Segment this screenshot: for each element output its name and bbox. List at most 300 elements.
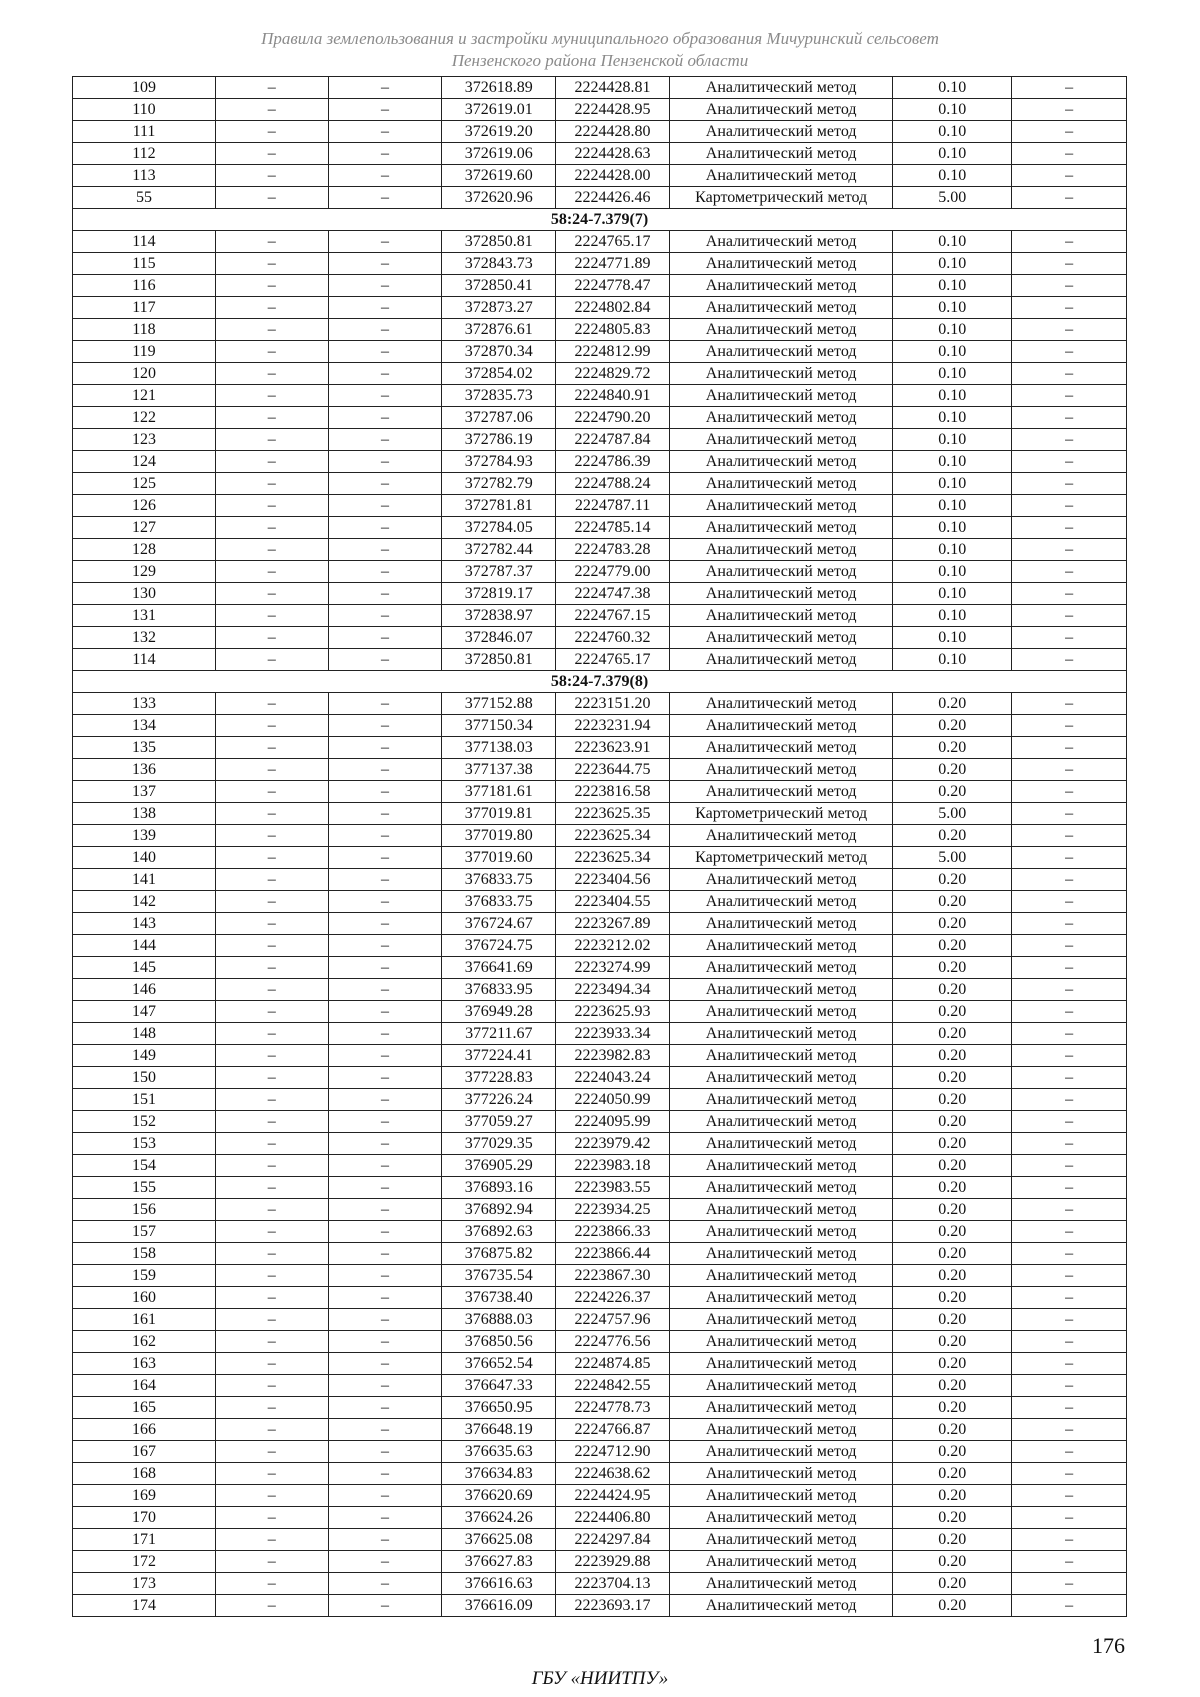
method-cell: Аналитический метод [669, 275, 892, 297]
point-number-cell: 163 [73, 1353, 216, 1375]
dash-cell: – [215, 1375, 328, 1397]
dash-cell: – [1012, 583, 1127, 605]
y-coordinate-cell: 2223623.91 [556, 737, 670, 759]
y-coordinate-cell: 2224776.56 [556, 1331, 670, 1353]
dash-cell: – [215, 935, 328, 957]
method-cell: Аналитический метод [669, 385, 892, 407]
table-row [73, 1155, 1127, 1177]
x-coordinate-cell: 376833.75 [442, 891, 556, 913]
dash-cell: – [328, 715, 442, 737]
dash-cell: – [215, 1463, 328, 1485]
dash-cell: – [215, 385, 328, 407]
x-coordinate-cell: 372619.06 [442, 143, 556, 165]
page-number: 176 [1092, 1633, 1125, 1658]
dash-cell: – [215, 473, 328, 495]
accuracy-cell: 0.20 [893, 1397, 1012, 1419]
method-cell: Аналитический метод [669, 517, 892, 539]
dash-cell: – [328, 825, 442, 847]
accuracy-cell: 0.20 [893, 1573, 1012, 1595]
method-cell: Аналитический метод [669, 253, 892, 275]
dash-cell: – [328, 77, 442, 99]
accuracy-cell: 0.20 [893, 715, 1012, 737]
dash-cell: – [1012, 77, 1127, 99]
x-coordinate-cell: 372618.89 [442, 77, 556, 99]
y-coordinate-cell: 2223983.55 [556, 1177, 670, 1199]
table-row [73, 275, 1127, 297]
table-row [73, 1331, 1127, 1353]
y-coordinate-cell: 2224095.99 [556, 1111, 670, 1133]
point-number-cell: 133 [73, 693, 216, 715]
accuracy-cell: 0.20 [893, 1441, 1012, 1463]
dash-cell: – [1012, 319, 1127, 341]
dash-cell: – [1012, 1111, 1127, 1133]
dash-cell: – [328, 143, 442, 165]
y-coordinate-cell: 2223934.25 [556, 1199, 670, 1221]
x-coordinate-cell: 376888.03 [442, 1309, 556, 1331]
dash-cell: – [215, 1573, 328, 1595]
method-cell: Аналитический метод [669, 77, 892, 99]
point-number-cell: 125 [73, 473, 216, 495]
method-cell: Аналитический метод [669, 1177, 892, 1199]
x-coordinate-cell: 377228.83 [442, 1067, 556, 1089]
method-cell: Аналитический метод [669, 1089, 892, 1111]
dash-cell: – [215, 429, 328, 451]
dash-cell: – [1012, 1463, 1127, 1485]
dash-cell: – [215, 1529, 328, 1551]
y-coordinate-cell: 2224790.20 [556, 407, 670, 429]
y-coordinate-cell: 2223982.83 [556, 1045, 670, 1067]
dash-cell: – [328, 1287, 442, 1309]
method-cell: Аналитический метод [669, 231, 892, 253]
dash-cell: – [328, 1375, 442, 1397]
dash-cell: – [1012, 913, 1127, 935]
method-cell: Аналитический метод [669, 121, 892, 143]
accuracy-cell: 0.20 [893, 1221, 1012, 1243]
accuracy-cell: 0.10 [893, 275, 1012, 297]
x-coordinate-cell: 376616.09 [442, 1595, 556, 1617]
accuracy-cell: 0.10 [893, 451, 1012, 473]
section-title: 58:24-7.379(7) [73, 209, 1127, 231]
dash-cell: – [215, 737, 328, 759]
accuracy-cell: 0.10 [893, 473, 1012, 495]
x-coordinate-cell: 372782.79 [442, 473, 556, 495]
dash-cell: – [328, 1463, 442, 1485]
x-coordinate-cell: 376627.83 [442, 1551, 556, 1573]
accuracy-cell: 0.10 [893, 165, 1012, 187]
point-number-cell: 152 [73, 1111, 216, 1133]
page-header [150, 28, 1050, 72]
x-coordinate-cell: 372619.60 [442, 165, 556, 187]
dash-cell: – [1012, 429, 1127, 451]
table-row [73, 517, 1127, 539]
x-coordinate-cell: 376850.56 [442, 1331, 556, 1353]
method-cell: Аналитический метод [669, 561, 892, 583]
dash-cell: – [328, 1067, 442, 1089]
method-cell: Аналитический метод [669, 1331, 892, 1353]
point-number-cell: 171 [73, 1529, 216, 1551]
header-line-1: Правила землепользования и застройки муниципального образования Мичуринский сельсовет [261, 29, 939, 48]
accuracy-cell: 0.20 [893, 1463, 1012, 1485]
dash-cell: – [1012, 781, 1127, 803]
y-coordinate-cell: 2223867.30 [556, 1265, 670, 1287]
point-number-cell: 166 [73, 1419, 216, 1441]
dash-cell: – [215, 693, 328, 715]
point-number-cell: 119 [73, 341, 216, 363]
table-row [73, 1023, 1127, 1045]
dash-cell: – [1012, 1331, 1127, 1353]
y-coordinate-cell: 2224297.84 [556, 1529, 670, 1551]
point-number-cell: 137 [73, 781, 216, 803]
dash-cell: – [328, 869, 442, 891]
dash-cell: – [215, 1045, 328, 1067]
section-header-row [73, 209, 1127, 231]
dash-cell: – [1012, 297, 1127, 319]
dash-cell: – [215, 1595, 328, 1617]
dash-cell: – [1012, 759, 1127, 781]
y-coordinate-cell: 2224812.99 [556, 341, 670, 363]
dash-cell: – [215, 297, 328, 319]
method-cell: Аналитический метод [669, 1595, 892, 1617]
point-number-cell: 151 [73, 1089, 216, 1111]
accuracy-cell: 0.10 [893, 99, 1012, 121]
table-row [73, 341, 1127, 363]
x-coordinate-cell: 377152.88 [442, 693, 556, 715]
dash-cell: – [328, 737, 442, 759]
accuracy-cell: 0.20 [893, 1375, 1012, 1397]
table-row [73, 1309, 1127, 1331]
accuracy-cell: 0.10 [893, 539, 1012, 561]
table-row [73, 385, 1127, 407]
dash-cell: – [215, 1287, 328, 1309]
y-coordinate-cell: 2224424.95 [556, 1485, 670, 1507]
method-cell: Аналитический метод [669, 1397, 892, 1419]
y-coordinate-cell: 2224766.87 [556, 1419, 670, 1441]
y-coordinate-cell: 2224760.32 [556, 627, 670, 649]
accuracy-cell: 0.20 [893, 935, 1012, 957]
dash-cell: – [328, 1089, 442, 1111]
x-coordinate-cell: 376635.63 [442, 1441, 556, 1463]
y-coordinate-cell: 2223693.17 [556, 1595, 670, 1617]
y-coordinate-cell: 2223929.88 [556, 1551, 670, 1573]
accuracy-cell: 5.00 [893, 847, 1012, 869]
x-coordinate-cell: 372850.81 [442, 231, 556, 253]
accuracy-cell: 0.20 [893, 781, 1012, 803]
dash-cell: – [215, 1265, 328, 1287]
dash-cell: – [215, 407, 328, 429]
dash-cell: – [328, 1199, 442, 1221]
point-number-cell: 150 [73, 1067, 216, 1089]
x-coordinate-cell: 376648.19 [442, 1419, 556, 1441]
method-cell: Аналитический метод [669, 1287, 892, 1309]
dash-cell: – [215, 583, 328, 605]
table-row [73, 737, 1127, 759]
method-cell: Аналитический метод [669, 1529, 892, 1551]
dash-cell: – [328, 1595, 442, 1617]
point-number-cell: 168 [73, 1463, 216, 1485]
accuracy-cell: 0.20 [893, 693, 1012, 715]
table-row [73, 165, 1127, 187]
dash-cell: – [1012, 187, 1127, 209]
y-coordinate-cell: 2223704.13 [556, 1573, 670, 1595]
table-row [73, 363, 1127, 385]
table-row [73, 583, 1127, 605]
dash-cell: – [328, 363, 442, 385]
point-number-cell: 164 [73, 1375, 216, 1397]
table-row [73, 99, 1127, 121]
x-coordinate-cell: 376875.82 [442, 1243, 556, 1265]
y-coordinate-cell: 2224842.55 [556, 1375, 670, 1397]
x-coordinate-cell: 377150.34 [442, 715, 556, 737]
point-number-cell: 109 [73, 77, 216, 99]
y-coordinate-cell: 2223983.18 [556, 1155, 670, 1177]
y-coordinate-cell: 2223625.34 [556, 847, 670, 869]
dash-cell: – [1012, 825, 1127, 847]
dash-cell: – [215, 1243, 328, 1265]
dash-cell: – [1012, 715, 1127, 737]
accuracy-cell: 0.10 [893, 143, 1012, 165]
y-coordinate-cell: 2223151.20 [556, 693, 670, 715]
accuracy-cell: 0.20 [893, 1287, 1012, 1309]
header-line-2: Пензенского района Пензенской области [451, 51, 749, 70]
dash-cell: – [215, 1111, 328, 1133]
table-row [73, 1265, 1127, 1287]
x-coordinate-cell: 376625.08 [442, 1529, 556, 1551]
method-cell: Аналитический метод [669, 935, 892, 957]
dash-cell: – [328, 1529, 442, 1551]
table-row [73, 891, 1127, 913]
point-number-cell: 149 [73, 1045, 216, 1067]
accuracy-cell: 0.20 [893, 1111, 1012, 1133]
section-header-row [73, 671, 1127, 693]
x-coordinate-cell: 372786.19 [442, 429, 556, 451]
point-number-cell: 138 [73, 803, 216, 825]
point-number-cell: 156 [73, 1199, 216, 1221]
y-coordinate-cell: 2224778.73 [556, 1397, 670, 1419]
y-coordinate-cell: 2224428.81 [556, 77, 670, 99]
dash-cell: – [1012, 847, 1127, 869]
x-coordinate-cell: 377019.80 [442, 825, 556, 847]
dash-cell: – [328, 693, 442, 715]
dash-cell: – [1012, 1375, 1127, 1397]
dash-cell: – [1012, 495, 1127, 517]
dash-cell: – [215, 539, 328, 561]
table-row [73, 869, 1127, 891]
accuracy-cell: 0.20 [893, 869, 1012, 891]
dash-cell: – [328, 1221, 442, 1243]
dash-cell: – [1012, 1551, 1127, 1573]
accuracy-cell: 0.20 [893, 1419, 1012, 1441]
accuracy-cell: 0.10 [893, 385, 1012, 407]
dash-cell: – [328, 429, 442, 451]
accuracy-cell: 0.20 [893, 1353, 1012, 1375]
method-cell: Аналитический метод [669, 737, 892, 759]
method-cell: Картометрический метод [669, 803, 892, 825]
x-coordinate-cell: 372787.37 [442, 561, 556, 583]
dash-cell: – [328, 1243, 442, 1265]
dash-cell: – [1012, 1287, 1127, 1309]
dash-cell: – [328, 1551, 442, 1573]
dash-cell: – [328, 1419, 442, 1441]
x-coordinate-cell: 372784.93 [442, 451, 556, 473]
accuracy-cell: 0.20 [893, 1155, 1012, 1177]
dash-cell: – [1012, 253, 1127, 275]
method-cell: Аналитический метод [669, 319, 892, 341]
table-row [73, 187, 1127, 209]
x-coordinate-cell: 376624.26 [442, 1507, 556, 1529]
point-number-cell: 143 [73, 913, 216, 935]
accuracy-cell: 0.10 [893, 605, 1012, 627]
x-coordinate-cell: 376892.63 [442, 1221, 556, 1243]
dash-cell: – [328, 1309, 442, 1331]
table-row [73, 1463, 1127, 1485]
dash-cell: – [1012, 1309, 1127, 1331]
dash-cell: – [328, 1397, 442, 1419]
method-cell: Аналитический метод [669, 1221, 892, 1243]
point-number-cell: 122 [73, 407, 216, 429]
x-coordinate-cell: 376892.94 [442, 1199, 556, 1221]
dash-cell: – [1012, 1045, 1127, 1067]
dash-cell: – [1012, 1595, 1127, 1617]
dash-cell: – [1012, 231, 1127, 253]
table-row [73, 1573, 1127, 1595]
y-coordinate-cell: 2223212.02 [556, 935, 670, 957]
dash-cell: – [215, 451, 328, 473]
table-row [73, 1353, 1127, 1375]
y-coordinate-cell: 2224428.80 [556, 121, 670, 143]
dash-cell: – [328, 341, 442, 363]
dash-cell: – [1012, 957, 1127, 979]
dash-cell: – [215, 759, 328, 781]
x-coordinate-cell: 372835.73 [442, 385, 556, 407]
method-cell: Аналитический метод [669, 143, 892, 165]
point-number-cell: 141 [73, 869, 216, 891]
dash-cell: – [1012, 99, 1127, 121]
point-number-cell: 114 [73, 231, 216, 253]
x-coordinate-cell: 377029.35 [442, 1133, 556, 1155]
method-cell: Аналитический метод [669, 165, 892, 187]
y-coordinate-cell: 2223644.75 [556, 759, 670, 781]
table-row [73, 715, 1127, 737]
dash-cell: – [215, 1507, 328, 1529]
dash-cell: – [215, 363, 328, 385]
point-number-cell: 139 [73, 825, 216, 847]
accuracy-cell: 0.10 [893, 517, 1012, 539]
x-coordinate-cell: 372873.27 [442, 297, 556, 319]
table-row [73, 77, 1127, 99]
x-coordinate-cell: 372782.44 [442, 539, 556, 561]
point-number-cell: 132 [73, 627, 216, 649]
table-row [73, 781, 1127, 803]
point-number-cell: 126 [73, 495, 216, 517]
accuracy-cell: 0.10 [893, 627, 1012, 649]
dash-cell: – [328, 297, 442, 319]
dash-cell: – [215, 649, 328, 671]
table-row [73, 1067, 1127, 1089]
table-row [73, 935, 1127, 957]
dash-cell: – [1012, 1067, 1127, 1089]
x-coordinate-cell: 377224.41 [442, 1045, 556, 1067]
accuracy-cell: 0.10 [893, 429, 1012, 451]
dash-cell: – [1012, 561, 1127, 583]
dash-cell: – [328, 385, 442, 407]
table-row [73, 1199, 1127, 1221]
accuracy-cell: 0.20 [893, 1309, 1012, 1331]
y-coordinate-cell: 2224840.91 [556, 385, 670, 407]
dash-cell: – [328, 495, 442, 517]
table-row [73, 759, 1127, 781]
dash-cell: – [215, 1067, 328, 1089]
method-cell: Аналитический метод [669, 1573, 892, 1595]
x-coordinate-cell: 372850.81 [442, 649, 556, 671]
accuracy-cell: 0.20 [893, 825, 1012, 847]
dash-cell: – [1012, 737, 1127, 759]
dash-cell: – [1012, 165, 1127, 187]
accuracy-cell: 0.20 [893, 891, 1012, 913]
dash-cell: – [1012, 1441, 1127, 1463]
table-row [73, 1287, 1127, 1309]
dash-cell: – [328, 187, 442, 209]
table-row [73, 1045, 1127, 1067]
dash-cell: – [1012, 385, 1127, 407]
coordinates-table-body [73, 77, 1127, 1617]
point-number-cell: 170 [73, 1507, 216, 1529]
dash-cell: – [328, 979, 442, 1001]
dash-cell: – [328, 1265, 442, 1287]
method-cell: Аналитический метод [669, 1023, 892, 1045]
dash-cell: – [328, 891, 442, 913]
dash-cell: – [215, 605, 328, 627]
y-coordinate-cell: 2224778.47 [556, 275, 670, 297]
table-row [73, 561, 1127, 583]
dash-cell: – [328, 1573, 442, 1595]
dash-cell: – [1012, 803, 1127, 825]
method-cell: Аналитический метод [669, 99, 892, 121]
dash-cell: – [215, 1177, 328, 1199]
point-number-cell: 159 [73, 1265, 216, 1287]
x-coordinate-cell: 376634.83 [442, 1463, 556, 1485]
table-row [73, 143, 1127, 165]
dash-cell: – [215, 121, 328, 143]
point-number-cell: 162 [73, 1331, 216, 1353]
x-coordinate-cell: 372619.01 [442, 99, 556, 121]
x-coordinate-cell: 376650.95 [442, 1397, 556, 1419]
table-row [73, 1595, 1127, 1617]
y-coordinate-cell: 2224638.62 [556, 1463, 670, 1485]
point-number-cell: 113 [73, 165, 216, 187]
accuracy-cell: 0.20 [893, 1265, 1012, 1287]
dash-cell: – [328, 1133, 442, 1155]
table-row [73, 253, 1127, 275]
accuracy-cell: 0.20 [893, 1089, 1012, 1111]
table-row [73, 847, 1127, 869]
table-row [73, 979, 1127, 1001]
x-coordinate-cell: 372819.17 [442, 583, 556, 605]
accuracy-cell: 0.20 [893, 1507, 1012, 1529]
point-number-cell: 111 [73, 121, 216, 143]
dash-cell: – [215, 495, 328, 517]
x-coordinate-cell: 376641.69 [442, 957, 556, 979]
table-row [73, 649, 1127, 671]
dash-cell: – [1012, 891, 1127, 913]
x-coordinate-cell: 376949.28 [442, 1001, 556, 1023]
point-number-cell: 124 [73, 451, 216, 473]
dash-cell: – [1012, 1397, 1127, 1419]
dash-cell: – [1012, 1089, 1127, 1111]
method-cell: Аналитический метод [669, 1441, 892, 1463]
y-coordinate-cell: 2224043.24 [556, 1067, 670, 1089]
point-number-cell: 130 [73, 583, 216, 605]
point-number-cell: 114 [73, 649, 216, 671]
